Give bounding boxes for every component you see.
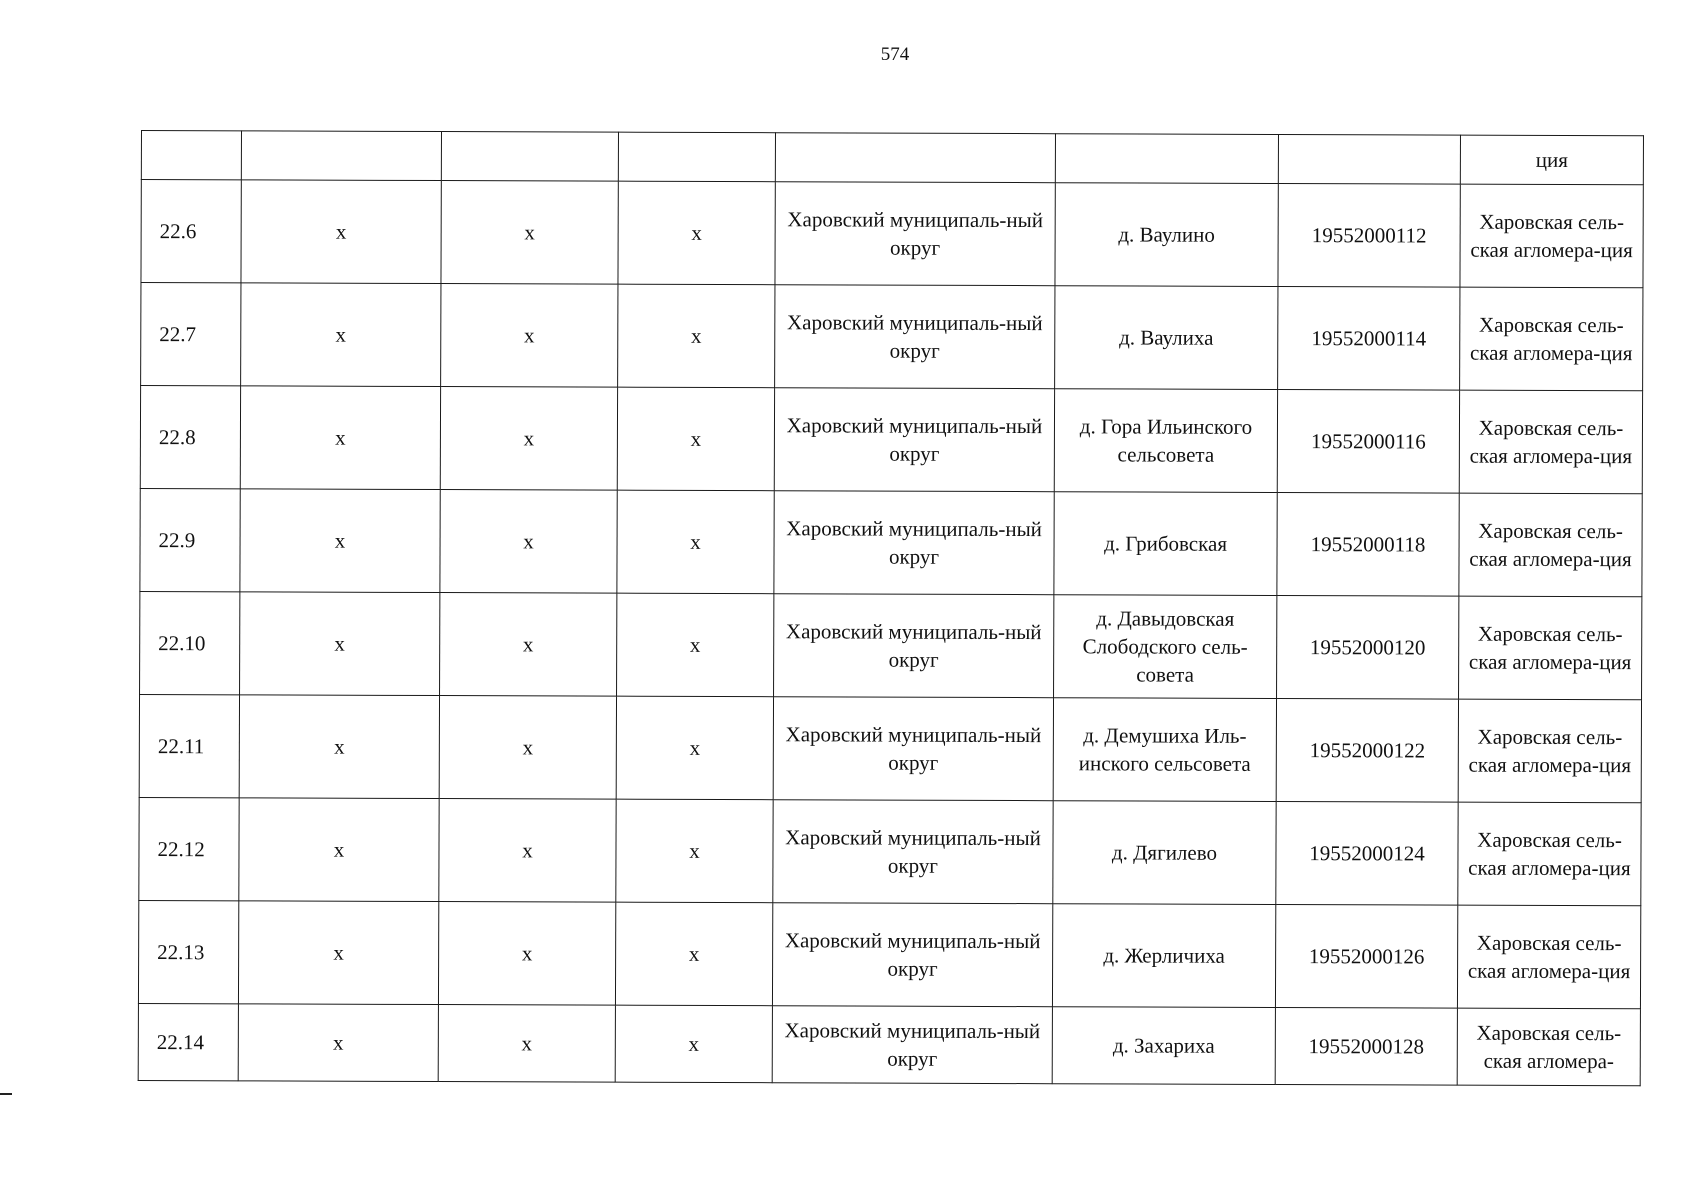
oktmo-code-cell: 19552000118 [1277,492,1459,596]
row-number-cell: 22.9 [140,488,240,591]
table-cell [618,132,775,182]
district-cell: Харовский муниципаль-ный округ [774,388,1054,492]
marker-cell: x [441,181,618,285]
oktmo-code-cell: 19552000126 [1275,904,1457,1008]
district-cell: Харовский муниципаль-ный округ [775,182,1055,286]
agglomeration-cell: Харовская сель-ская агломера-ция [1460,184,1643,288]
marker-cell: x [240,592,440,696]
marker-cell: x [616,696,773,800]
oktmo-code-cell: 19552000122 [1276,698,1458,802]
oktmo-code-cell: 19552000116 [1277,389,1459,493]
settlement-cell: д. Ваулино [1055,183,1278,287]
table-row [140,386,1642,494]
table-cell [441,132,618,182]
table-row-continuation [141,131,1643,185]
marker-cell: x [616,799,773,903]
table-row [141,180,1643,288]
row-number-cell: 22.11 [139,694,239,797]
table-cell [775,133,1055,183]
row-number-cell: 22.8 [140,386,240,489]
settlement-cell: д. Дягилево [1053,801,1276,905]
oktmo-code-cell: 19552000124 [1276,801,1458,905]
district-cell: Харовский муниципаль-ный округ [773,697,1053,801]
agglomeration-cell: Харовская сель-ская агломера- [1457,1008,1640,1086]
oktmo-code-cell: 19552000128 [1275,1007,1457,1085]
agglomeration-cell: Харовская сель-ская агломера-ция [1460,287,1643,391]
marker-cell: x [241,283,441,387]
settlement-cell: д. Гора Ильинского сельсовета [1054,389,1277,493]
marker-cell: x [240,489,440,593]
marker-cell: x [615,902,772,1006]
settlement-cell: д. Захариха [1052,1007,1275,1085]
oktmo-code-cell: 19552000120 [1277,595,1459,699]
district-cell: Харовский муниципаль-ный округ [775,285,1055,389]
marker-cell: x [439,696,616,800]
page-number: 574 [880,44,910,65]
marker-cell: x [240,386,440,490]
district-cell: Харовский муниципаль-ный округ [772,1006,1052,1084]
settlement-cell: д. Грибовская [1054,492,1277,596]
settlement-cell: д. Давыдовская Слободского сель-совета [1054,595,1277,699]
settlement-cell: д. Демушиха Иль-инского сельсовета [1053,698,1276,802]
margin-mark [0,1093,12,1095]
marker-cell: x [438,902,615,1006]
marker-cell: x [439,799,616,903]
marker-cell: x [239,798,439,902]
table-row [140,591,1642,699]
marker-cell: x [238,1004,438,1082]
row-number-cell: 22.14 [138,1003,238,1080]
district-cell: Харовский муниципаль-ный округ [774,594,1054,698]
marker-cell: x [441,284,618,388]
row-number-cell: 22.13 [138,900,238,1003]
marker-cell: x [615,1005,772,1083]
settlements-table [138,130,1644,1086]
row-number-cell: 22.12 [139,797,239,900]
marker-cell: x [440,593,617,697]
table-row [140,488,1642,596]
district-cell: Харовский муниципаль-ный округ [773,800,1053,904]
table-cell [1055,134,1278,184]
agglomeration-cell: Харовская сель-ская агломера-ция [1457,905,1640,1009]
marker-cell: x [618,181,775,285]
table-cell [141,131,241,180]
agglomeration-cell: Харовская сель-ская агломера-ция [1459,596,1642,700]
marker-cell: x [239,695,439,799]
row-number-cell: 22.6 [141,180,241,283]
settlement-cell: д. Жерличиха [1052,904,1275,1008]
table-cell [1278,134,1460,184]
settlement-cell: д. Ваулиха [1055,286,1278,390]
agglomeration-cell: Харовская сель-ская агломера-ция [1458,699,1641,803]
table-row [139,797,1641,905]
table-row [139,694,1641,802]
marker-cell: x [238,901,438,1005]
marker-cell: x [617,387,774,491]
agglomeration-cell: Харовская сель-ская агломера-ция [1458,802,1641,906]
marker-cell: x [440,387,617,491]
table-cell [241,131,441,181]
marker-cell: x [440,490,617,594]
oktmo-code-cell: 19552000112 [1278,183,1460,287]
table-row [138,900,1640,1008]
marker-cell: x [617,490,774,594]
table-row [138,1003,1640,1085]
district-cell: Харовский муниципаль-ный округ [772,903,1052,1007]
row-number-cell: 22.7 [141,283,241,386]
marker-cell: x [438,1005,615,1083]
marker-cell: x [618,284,775,388]
district-cell: Харовский муниципаль-ный округ [774,491,1054,595]
table-container [138,130,1644,1086]
marker-cell: x [617,593,774,697]
table-cell: ция [1460,135,1643,185]
oktmo-code-cell: 19552000114 [1278,286,1460,390]
table-row [141,283,1643,391]
agglomeration-cell: Харовская сель-ская агломера-ция [1459,390,1642,494]
agglomeration-cell: Харовская сель-ская агломера-ция [1459,493,1642,597]
row-number-cell: 22.10 [140,591,240,694]
marker-cell: x [241,180,441,284]
